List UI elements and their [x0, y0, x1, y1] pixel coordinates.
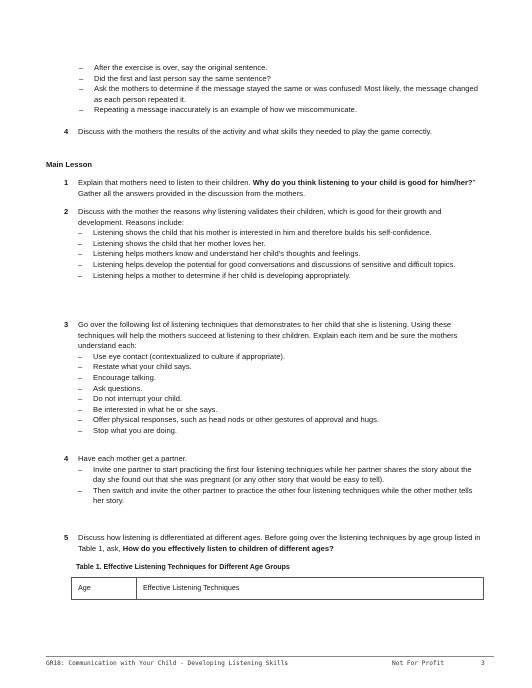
reasons-list [78, 228, 482, 281]
step-question: How do you effectively listen to children of different ages? [122, 543, 334, 553]
intro-step-4 [64, 127, 482, 138]
step-text: Have each mother get a partner. [78, 454, 187, 463]
footer-notice: Not For Profit [392, 660, 445, 667]
list-item: – Listening shows the child that her mother loves her. [78, 239, 482, 250]
table-caption: Table 1. Effective Listening Techniques for Different Age Groups [76, 564, 290, 571]
list-item: – After the exercise is over, say the original sentence. [79, 63, 479, 74]
step-body [78, 454, 482, 507]
list-item: – Ask the mothers to determine if the message stayed the same or was confused! Most likely, the message changed as each person repeated it. [79, 84, 479, 105]
list-item: – Restate what your child says. [78, 362, 482, 373]
footer-divider [46, 656, 494, 657]
list-item: – Ask questions. [78, 384, 482, 395]
step-text: Discuss with the mothers the results of the activity and what skills they needed to play the game correctly. [78, 127, 432, 136]
list-item: – Stop what you are doing. [78, 426, 482, 437]
table-header-age: Age [72, 578, 137, 600]
list-item: – Listening helps mothers know and understand her child’s thoughts and feelings. [78, 249, 482, 260]
listening-techniques-table [71, 577, 484, 600]
intro-bullet-list [79, 63, 479, 116]
list-item: – Then switch and invite the other partner to practice the other four listening techniques while the other mother tells her story. [78, 486, 482, 507]
list-item: – Listening helps a mother to determine if her child is developing appropriately. [78, 271, 482, 282]
techniques-list [78, 352, 482, 437]
step-number: 3 [64, 320, 69, 329]
step-number: 2 [64, 207, 69, 216]
list-item: – Encourage talking. [78, 373, 482, 384]
lesson-step-4 [64, 454, 482, 507]
list-item: – Use eye contact (contextualized to culture if appropriate). [78, 352, 482, 363]
step-text-part: ” Gather all the answers provided in the discussion from the mothers. [78, 178, 476, 198]
list-item: – Listening shows the child that his mother is interested in him and therefore builds his self-confidence. [78, 228, 482, 239]
step-text: Go over the following list of listening techniques that demonstrates to her child that she is listening. Using these techniques will help the mothers succeed at listening to their children. Explain each item and be sure the mothers understand each: [78, 320, 458, 351]
list-item: – Invite one partner to start practicing the first four listening techniques while her partner shares the story about the day she found out that she was pregnant (or any other story that would be easy to tell). [78, 465, 482, 486]
lesson-step-2 [64, 207, 482, 281]
main-lesson-heading: Main Lesson [46, 160, 92, 169]
step-number: 5 [64, 533, 69, 542]
page-number: 3 [481, 660, 485, 667]
lesson-step-3 [64, 320, 482, 437]
list-item: – Listening helps develop the potential for good conversations and discussions of sensitive and difficult topics. [78, 260, 482, 271]
step-body [78, 320, 482, 437]
footer-title: GR18: Communication with Your Child - Developing Listening Skills [46, 660, 289, 667]
table-header-row [72, 578, 484, 600]
list-item: – Do not interrupt your child. [78, 394, 482, 405]
step-text [78, 533, 482, 554]
table-header-techniques: Effective Listening Techniques [137, 578, 484, 600]
lesson-step-1 [64, 178, 482, 199]
step-text: Discuss with the mother the reasons why listening validates their children, which is good for their growth and development. Reasons include: [78, 207, 442, 227]
lesson-step-5 [64, 533, 482, 554]
list-item: – Repeating a message inaccurately is an example of how we miscommunicate. [79, 105, 479, 116]
partner-list [78, 465, 482, 507]
list-item: – Be interested in what he or she says. [78, 405, 482, 416]
step-text-part: Explain that mothers need to listen to their children. [78, 178, 253, 187]
step-question: Why do you think listening to your child is good for him/her? [252, 178, 473, 187]
list-item: – Offer physical responses, such as head nods or other gestures of approval and hugs. [78, 415, 482, 426]
step-number: 4 [64, 127, 69, 136]
step-text-part: Discuss how listening is differentiated at different ages. Before going over the listening techniques by age group listed in Table 1, ask, [78, 533, 481, 553]
step-body [78, 207, 482, 281]
step-text [78, 178, 482, 199]
step-number: 1 [64, 178, 69, 187]
step-number: 4 [64, 454, 69, 463]
list-item: – Did the first and last person say the same sentence? [79, 74, 479, 85]
